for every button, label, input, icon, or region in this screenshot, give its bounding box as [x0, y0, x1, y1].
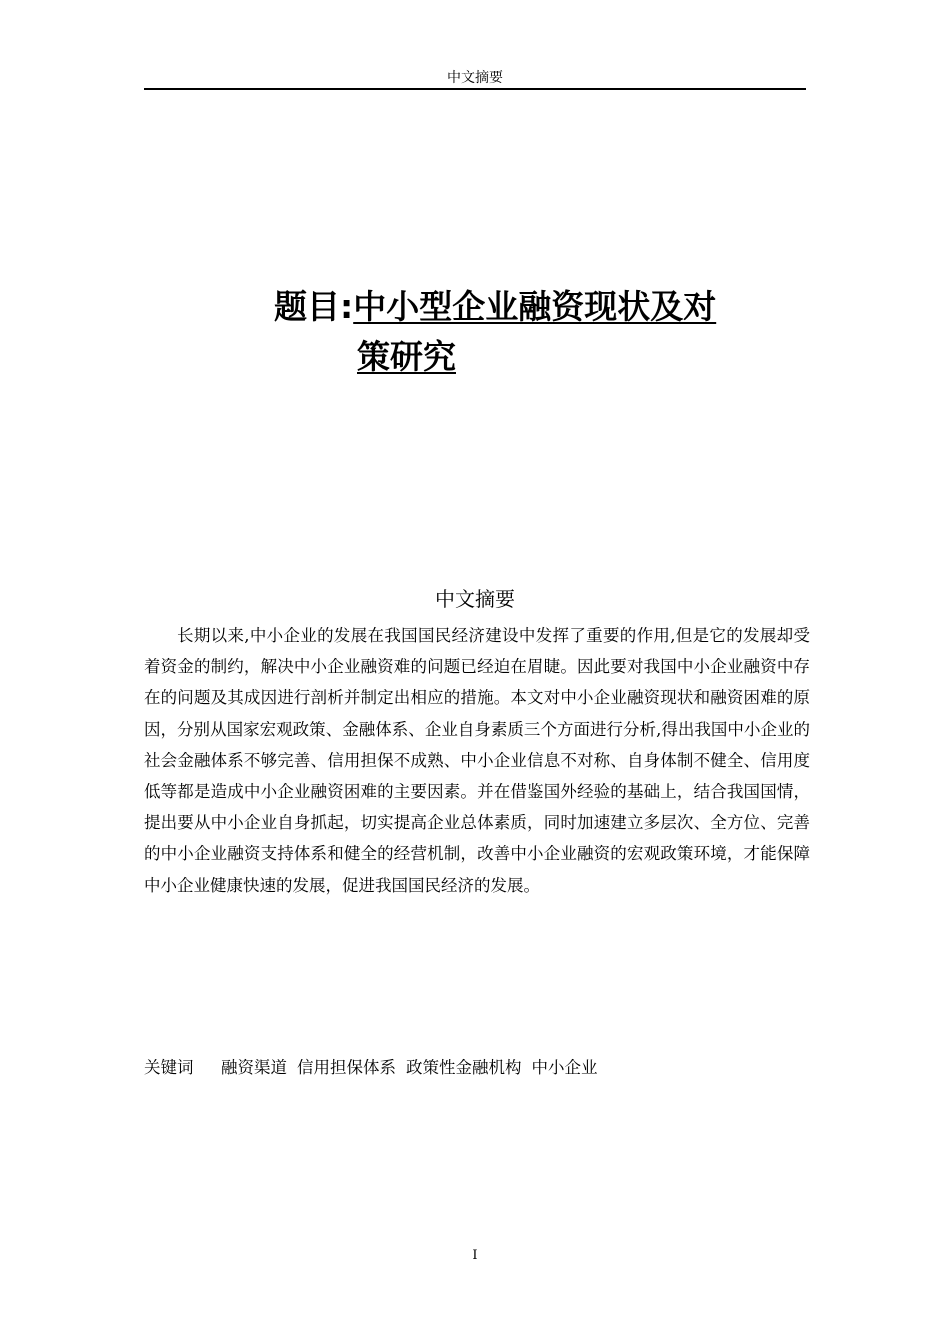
title-line-2 — [274, 332, 794, 382]
keyword-item: 政策性金融机构 — [406, 1058, 522, 1077]
running-header: 中文摘要 — [447, 70, 503, 86]
abstract-heading: 中文摘要 — [435, 587, 515, 611]
keywords-list — [221, 1056, 661, 1080]
keyword-item: 融资渠道 — [221, 1058, 287, 1077]
page-number: I — [472, 1248, 478, 1263]
keyword-item: 信用担保体系 — [297, 1058, 396, 1077]
title-label: 题目: — [274, 287, 354, 326]
title-text-line-1: 中小型企业融资现状及对 — [353, 287, 717, 326]
keywords-section — [144, 1056, 804, 1080]
title-line-1 — [274, 282, 794, 332]
keyword-item: 中小企业 — [531, 1058, 598, 1077]
keywords-values — [221, 1056, 804, 1080]
header-rule — [144, 88, 806, 90]
keywords-label: 关键词 — [144, 1058, 194, 1077]
thesis-title — [274, 282, 794, 382]
abstract-body: 长期以来,中小企业的发展在我国国民经济建设中发挥了重要的作用,但是它的发展却受着资金的制约，解决中小企业融资难的问题已经迫在眉睫。因此要对我国中小企业融资中存在的问题及其成因进行剖析并制定出相应的措施。本文对中小企业融资现状和融资困难的原因，分别从国家宏观政策、金融体系、企业自身素质三个方面进行分析,得出我国中小企业的社会金融体系不够完善、信用担保不成熟、中小企业信息不对称、自身体制不健全、信用度低等都是造成中小企业融资困难的主要因素。并在借鉴国外经验的基础上，结合我国国情，提出要从中小企业自身抓起，切实提高企业总体素质，同时加速建立多层次、全方位、完善的中小企业融资支持体系和健全的经营机制，改善中小企业融资的宏观政策环境，才能保障中小企业健康快速的发展，促进我国国民经济的发展。 — [144, 626, 810, 895]
title-text-line-2: 策研究 — [357, 337, 456, 376]
